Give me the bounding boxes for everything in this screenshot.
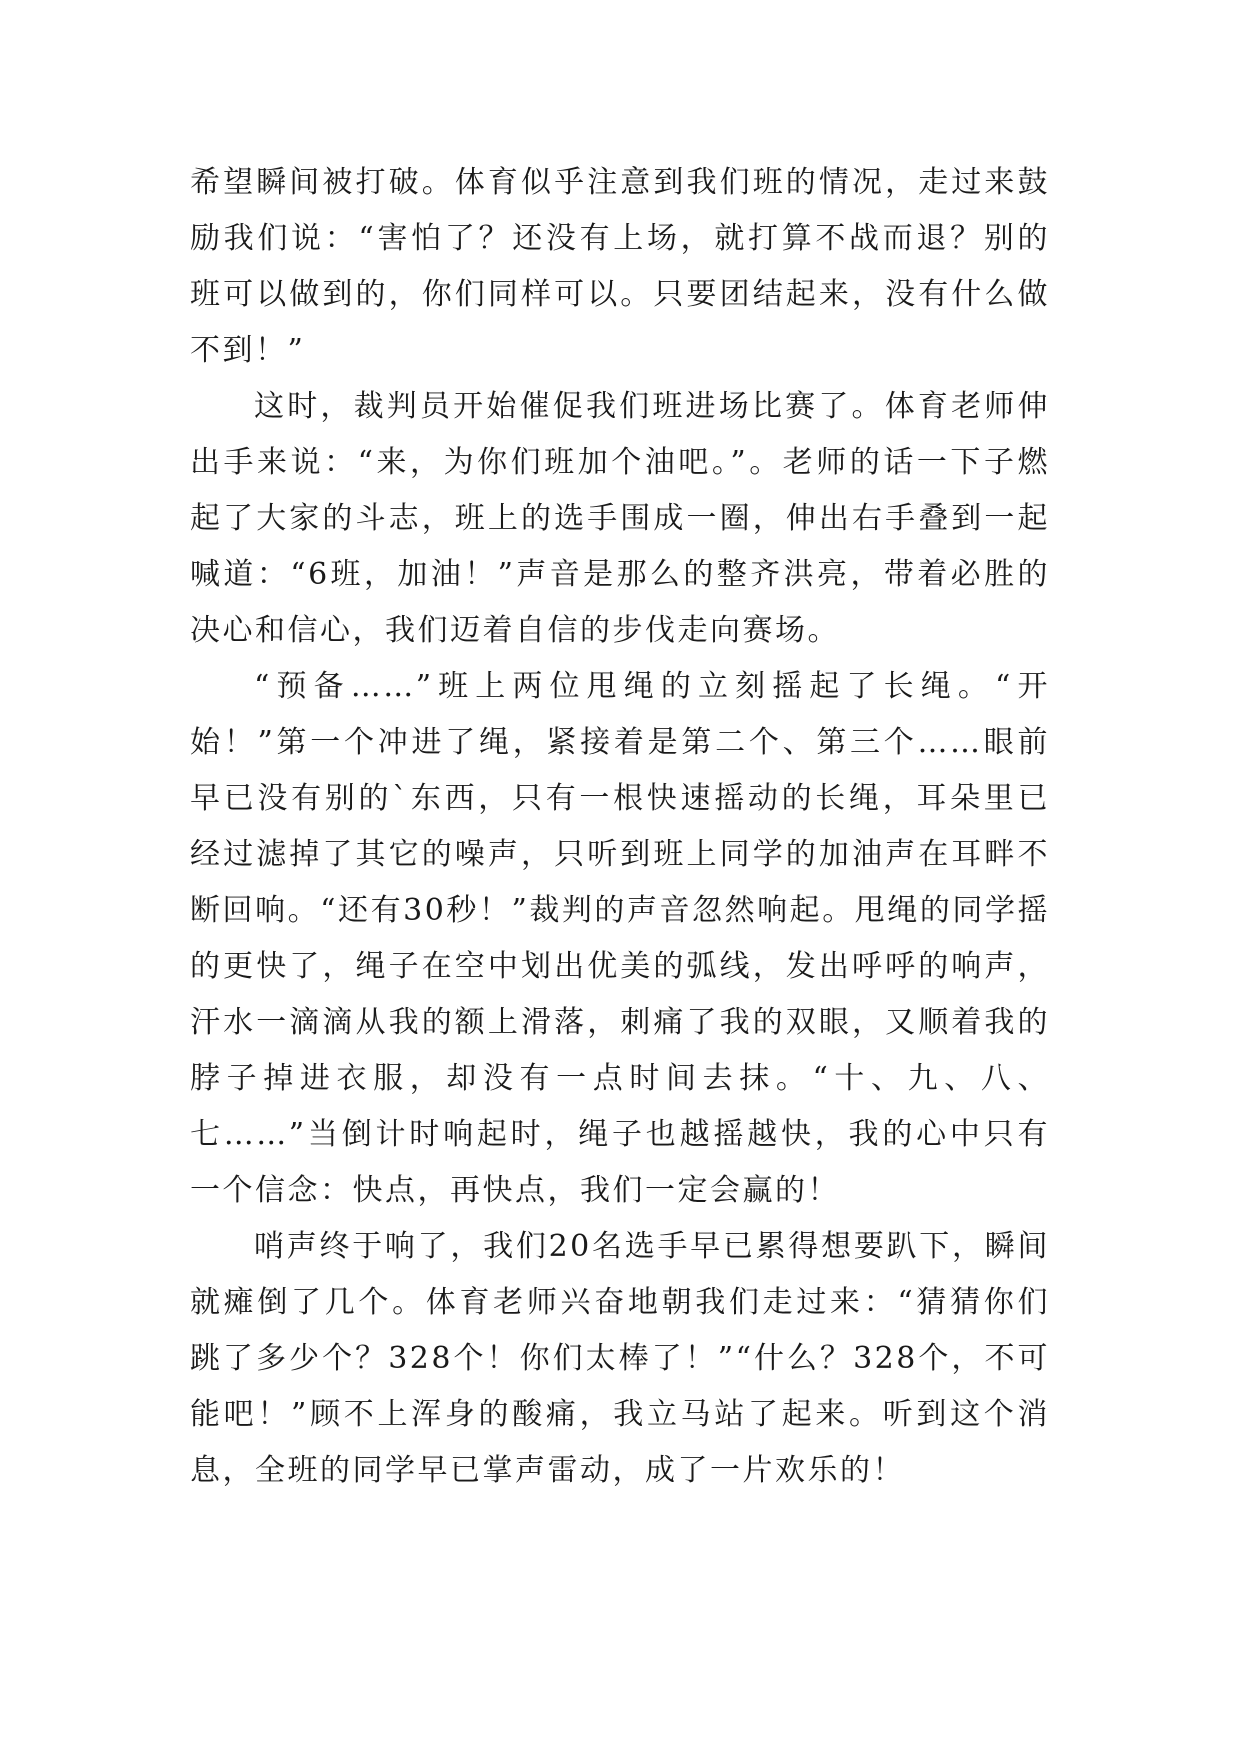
paragraph-2: 这时，裁判员开始催促我们班进场比赛了。体育老师伸出手来说：“来，为你们班加个油吧。”。老师的话一下子燃起了大家的斗志，班上的选手围成一圈，伸出右手叠到一起喊道：“6班，加油！”声音是那么的整齐洪亮，带着必胜的决心和信心，我们迈着自信的步伐走向赛场。 (190, 389, 1050, 648)
paragraph-4: 哨声终于响了，我们20名选手早已累得想要趴下，瞬间就瘫倒了几个。体育老师兴奋地朝我们走过来：“猜猜你们跳了多少个？328个！你们太棒了！”“什么？328个，不可能吧！”顾不上浑身的酸痛，我立马站了起来。听到这个消息，全班的同学早已掌声雷动，成了一片欢乐的！ (190, 1229, 1050, 1488)
paragraph-3: “预备……”班上两位甩绳的立刻摇起了长绳。“开始！”第一个冲进了绳，紧接着是第二个、第三个……眼前早已没有别的`东西，只有一根快速摇动的长绳，耳朵里已经过滤掉了其它的噪声，只听到班上同学的加油声在耳畔不断回响。“还有30秒！”裁判的声音忽然响起。甩绳的同学摇的更快了，绳子在空中划出优美的弧线，发出呼呼的响声，汗水一滴滴从我的额上滑落，刺痛了我的双眼，又顺着我的脖子掉进衣服，却没有一点时间去抹。“十、九、八、七……”当倒计时响起时，绳子也越摇越快，我的心中只有一个信念：快点，再快点，我们一定会赢的！ (190, 669, 1050, 1208)
paragraph-1: 希望瞬间被打破。体育似乎注意到我们班的情况，走过来鼓励我们说：“害怕了？还没有上场，就打算不战而退？别的班可以做到的，你们同样可以。只要团结起来，没有什么做不到！” (190, 165, 1050, 368)
document-body (190, 155, 1050, 1499)
